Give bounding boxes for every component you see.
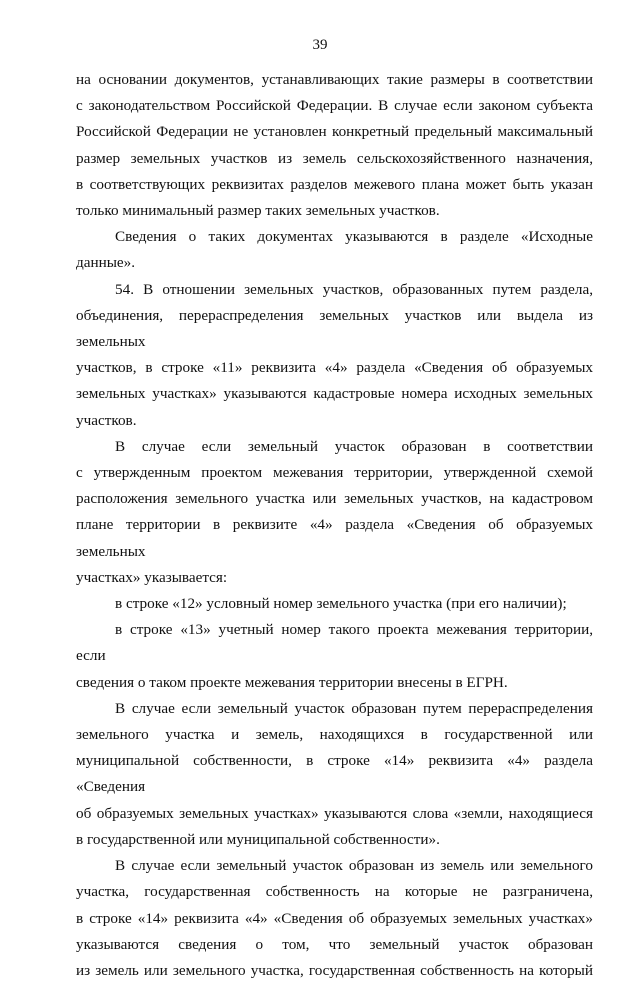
text-line: участках» указывается:	[76, 568, 228, 586]
text-line: в строке «12» условный номер земельного участка (при его наличии);	[115, 595, 567, 613]
text-line: 54. В отношении земельных участков, образованных путем раздела,	[115, 280, 593, 298]
text-line: В случае если земельный участок образован из земель или земельного	[115, 857, 593, 875]
text-line: в государственной или муниципальной собственности».	[76, 830, 440, 848]
text-line: на основании документов, устанавливающих такие размеры в соответствии	[76, 71, 593, 88]
text-line: только минимальный размер таких земельных участков.	[76, 202, 440, 220]
text-line: земельных участках» указываются кадастровые номера исходных земельных	[76, 385, 593, 403]
text-line: об образуемых земельных участках» указываются слова «земли, находящиеся	[76, 804, 593, 822]
text-line: В случае если земельный участок образован путем перераспределения	[115, 699, 593, 717]
text-line: сведения о таком проекте межевания территории внесены в ЕГРН.	[76, 673, 508, 691]
text-line: указываются сведения о том, что земельный участок образован	[76, 935, 593, 953]
text-line: плане территории в реквизите «4» раздела «Сведения об образуемых земельных	[76, 516, 593, 560]
text-line: в соответствующих реквизитах разделов межевого плана может быть указан	[76, 175, 593, 193]
text-line: объединения, перераспределения земельных участков или выдела из земельных	[76, 306, 593, 351]
text-line: размер земельных участков из земель сельскохозяйственного назначения,	[76, 149, 593, 167]
text-line: Сведения о таких документах указываются в разделе «Исходные данные».	[76, 228, 593, 272]
page-number: 39	[312, 37, 328, 53]
text-line: в строке «14» реквизита «4» «Сведения об образуемых земельных участках»	[76, 909, 593, 927]
text-line: участков.	[76, 411, 137, 429]
text-line: участка, государственная собственность на которые не разграничена,	[76, 883, 593, 901]
text-line: муниципальной собственности, в строке «14» реквизита «4» раздела «Сведения	[76, 752, 593, 796]
body-text	[76, 67, 593, 984]
text-line: в строке «13» учетный номер такого проекта межевания территории, если	[76, 621, 593, 665]
text-line: расположения земельного участка или земельных участков, на кадастровом	[76, 490, 593, 508]
text-line: с законодательством Российской Федерации. В случае если законом субъекта	[76, 97, 593, 115]
text-line: Российской Федерации не установлен конкретный предельный максимальный	[76, 123, 593, 141]
text-line: участков, в строке «11» реквизита «4» раздела «Сведения об образуемых	[76, 359, 593, 377]
text-line: с утвержденным проектом межевания территории, утвержденной схемой	[76, 464, 593, 482]
text-line: земельного участка и земель, находящихся в государственной или	[76, 726, 593, 744]
text-line: В случае если земельный участок образован в соответствии	[115, 437, 593, 455]
text-line: из земель или земельного участка, государственная собственность на который	[76, 961, 593, 979]
